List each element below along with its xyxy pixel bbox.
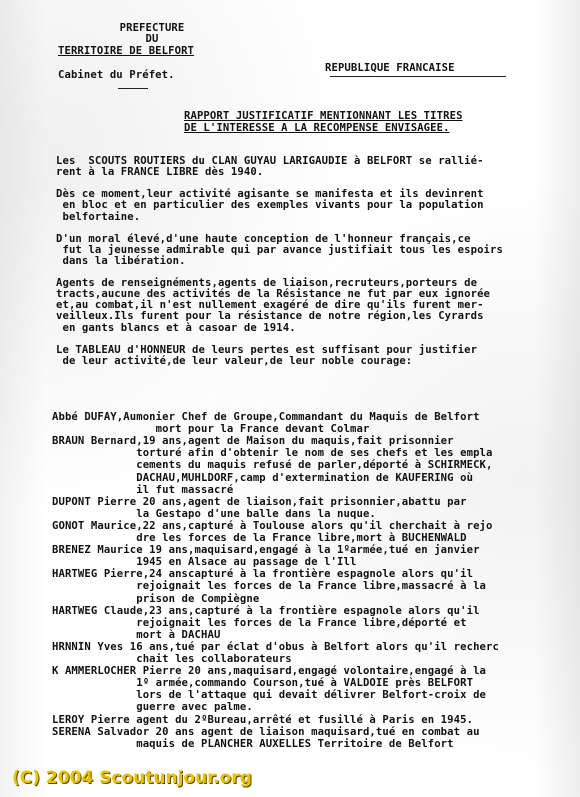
honour-line: 1945 en Alsace au passage de l'Ill: [52, 556, 357, 569]
honour-line: Abbé DUFAY,Aumonier Chef de Groupe,Commandant du Maquis de Belfort: [52, 411, 480, 423]
body-line: Le TABLEAU d'HONNEUR de leurs pertes est suffisant pour justifier: [56, 343, 478, 356]
cabinet-label: Cabinet du Préfet.: [58, 69, 175, 81]
body-line: Agents de renseignéments,agents de liaison,recruteurs,porteurs de: [56, 277, 478, 290]
honour-line: chait les collaborateurs: [52, 653, 292, 665]
body-line: D'un moral élevé,d'une haute conception de l'honneur français,ce: [56, 232, 471, 245]
honour-line: dre les forces de la France libre,mort à BUCHENWALD: [52, 532, 467, 544]
honour-line: DUPONT Pierre 20 ans,agent de liaison,fait prisonnier,abattu par: [52, 495, 467, 508]
body-line: veilleux.Ils furent pour la résistance de notre région,les Cyrards: [56, 310, 484, 323]
body-line: fut la jeunesse admirable qui par avance justifiait tous les espoirs: [56, 243, 503, 256]
honour-line: BRAUN Bernard,19 ans,agent de Maison du maquis,fait prisonnier: [52, 435, 454, 448]
honour-line: maquis de PLANCHER AUXELLES Territoire de Belfort: [52, 737, 454, 750]
body-line: Les SCOUTS ROUTIERS du CLAN GUYAU LARIGAUDIE à BELFORT se rallié-: [56, 155, 484, 167]
honour-line: torturé afin d'obtenir le nom de ses chefs et les empla: [52, 447, 493, 460]
honour-line: HRNNIN Yves 16 ans,tué par éclat d'obus à Belfort alors qu'il recherc: [52, 640, 499, 653]
honour-line: guerre avec palme.: [52, 701, 253, 714]
republique-label: REPUBLIQUE FRANCAISE: [325, 62, 455, 74]
prefecture-du: DU: [145, 33, 159, 45]
republique-underline: [330, 76, 506, 77]
body-line: en bloc et en particulier des exemples vivants pour la population: [56, 199, 484, 212]
body-line: de leur activité,de leur valeur,de leur noble courage:: [56, 354, 413, 367]
honour-line: rejoignait les forces de la France libre,déporté et: [52, 616, 467, 629]
territoire-label: TERRITOIRE DE BELFORT: [58, 45, 195, 57]
body-line: en gants blancs et à casoar de 1914.: [56, 321, 296, 334]
honour-line: LEROY Pierre agent du 2ºBureau,arrêté et fusillé à Paris en 1945.: [52, 713, 474, 726]
honour-line: BRENEZ Maurice 19 ans,maquisard,engagé à la 1ºarmée,tué en janvier: [52, 544, 480, 557]
honour-line: GONOT Maurice,22 ans,capturé à Toulouse alors qu'il cherchait à rejo: [52, 519, 493, 532]
copyright-watermark: (C) 2004 Scoutunjour.org: [12, 768, 252, 788]
honour-line: HARTWEG Claude,23 ans,capturé à la frontière espagnole alors qu'il: [52, 604, 480, 617]
body-line: belfortaine.: [56, 210, 141, 223]
honour-line: prison de Compiègne: [52, 592, 260, 605]
honour-line: DACHAU,MUHLDORF,camp d'extermination de KAUFERING où: [52, 471, 474, 484]
honour-line: lors de l'attaque qui devait délivrer Belfort-croix de: [52, 689, 487, 702]
honour-line: HARTWEG Pierre,24 anscapturé à la frontière espagnole alors qu'il: [52, 568, 474, 581]
honour-line: 1º armée,commando Courson,tué à VALDOIE près BELFORT: [52, 677, 474, 690]
report-title-line2: DE L'INTERESSE A LA RECOMPENSE ENVISAGEE.: [184, 122, 450, 134]
honour-line: cements du maquis refusé de parler,déporté à SCHIRMECK,: [52, 459, 493, 472]
honour-line: il fut massacré: [52, 483, 234, 496]
honour-line: mort pour la France devant Colmar: [52, 423, 370, 436]
body-line: dans la libération.: [56, 254, 186, 267]
report-title-line1: RAPPORT JUSTIFICATIF MENTIONNANT LES TITRES: [184, 110, 463, 122]
honour-line: K AMMERLOCHER Pierre 20 ans,maquisard,engagé volontaire,engagé à la: [52, 665, 487, 678]
body-line: et,au combat,il n'est nullement exagéré de dire qu'ils furent mer-: [56, 299, 484, 312]
prefecture-label: PREFECTURE: [119, 22, 185, 34]
body-line: Dès ce moment,leur activité agisante se manifesta et ils devinrent: [56, 188, 484, 201]
honour-line: SERENA Salvador 20 ans agent de liaison maquisard,tué en combat au: [52, 725, 480, 738]
honour-line: rejoignait les forces de la France libre,massacré à la: [52, 580, 487, 593]
honour-line: mort à DACHAU: [52, 628, 221, 641]
honour-line: la Gestapo d'une balle dans la nuque.: [52, 507, 376, 520]
body-line: rent à la FRANCE LIBRE dès 1940.: [56, 166, 264, 179]
cabinet-underline: [118, 88, 148, 89]
body-line: tracts,aucune des activités de la Résistance ne fut par eux ignorée: [56, 288, 491, 301]
